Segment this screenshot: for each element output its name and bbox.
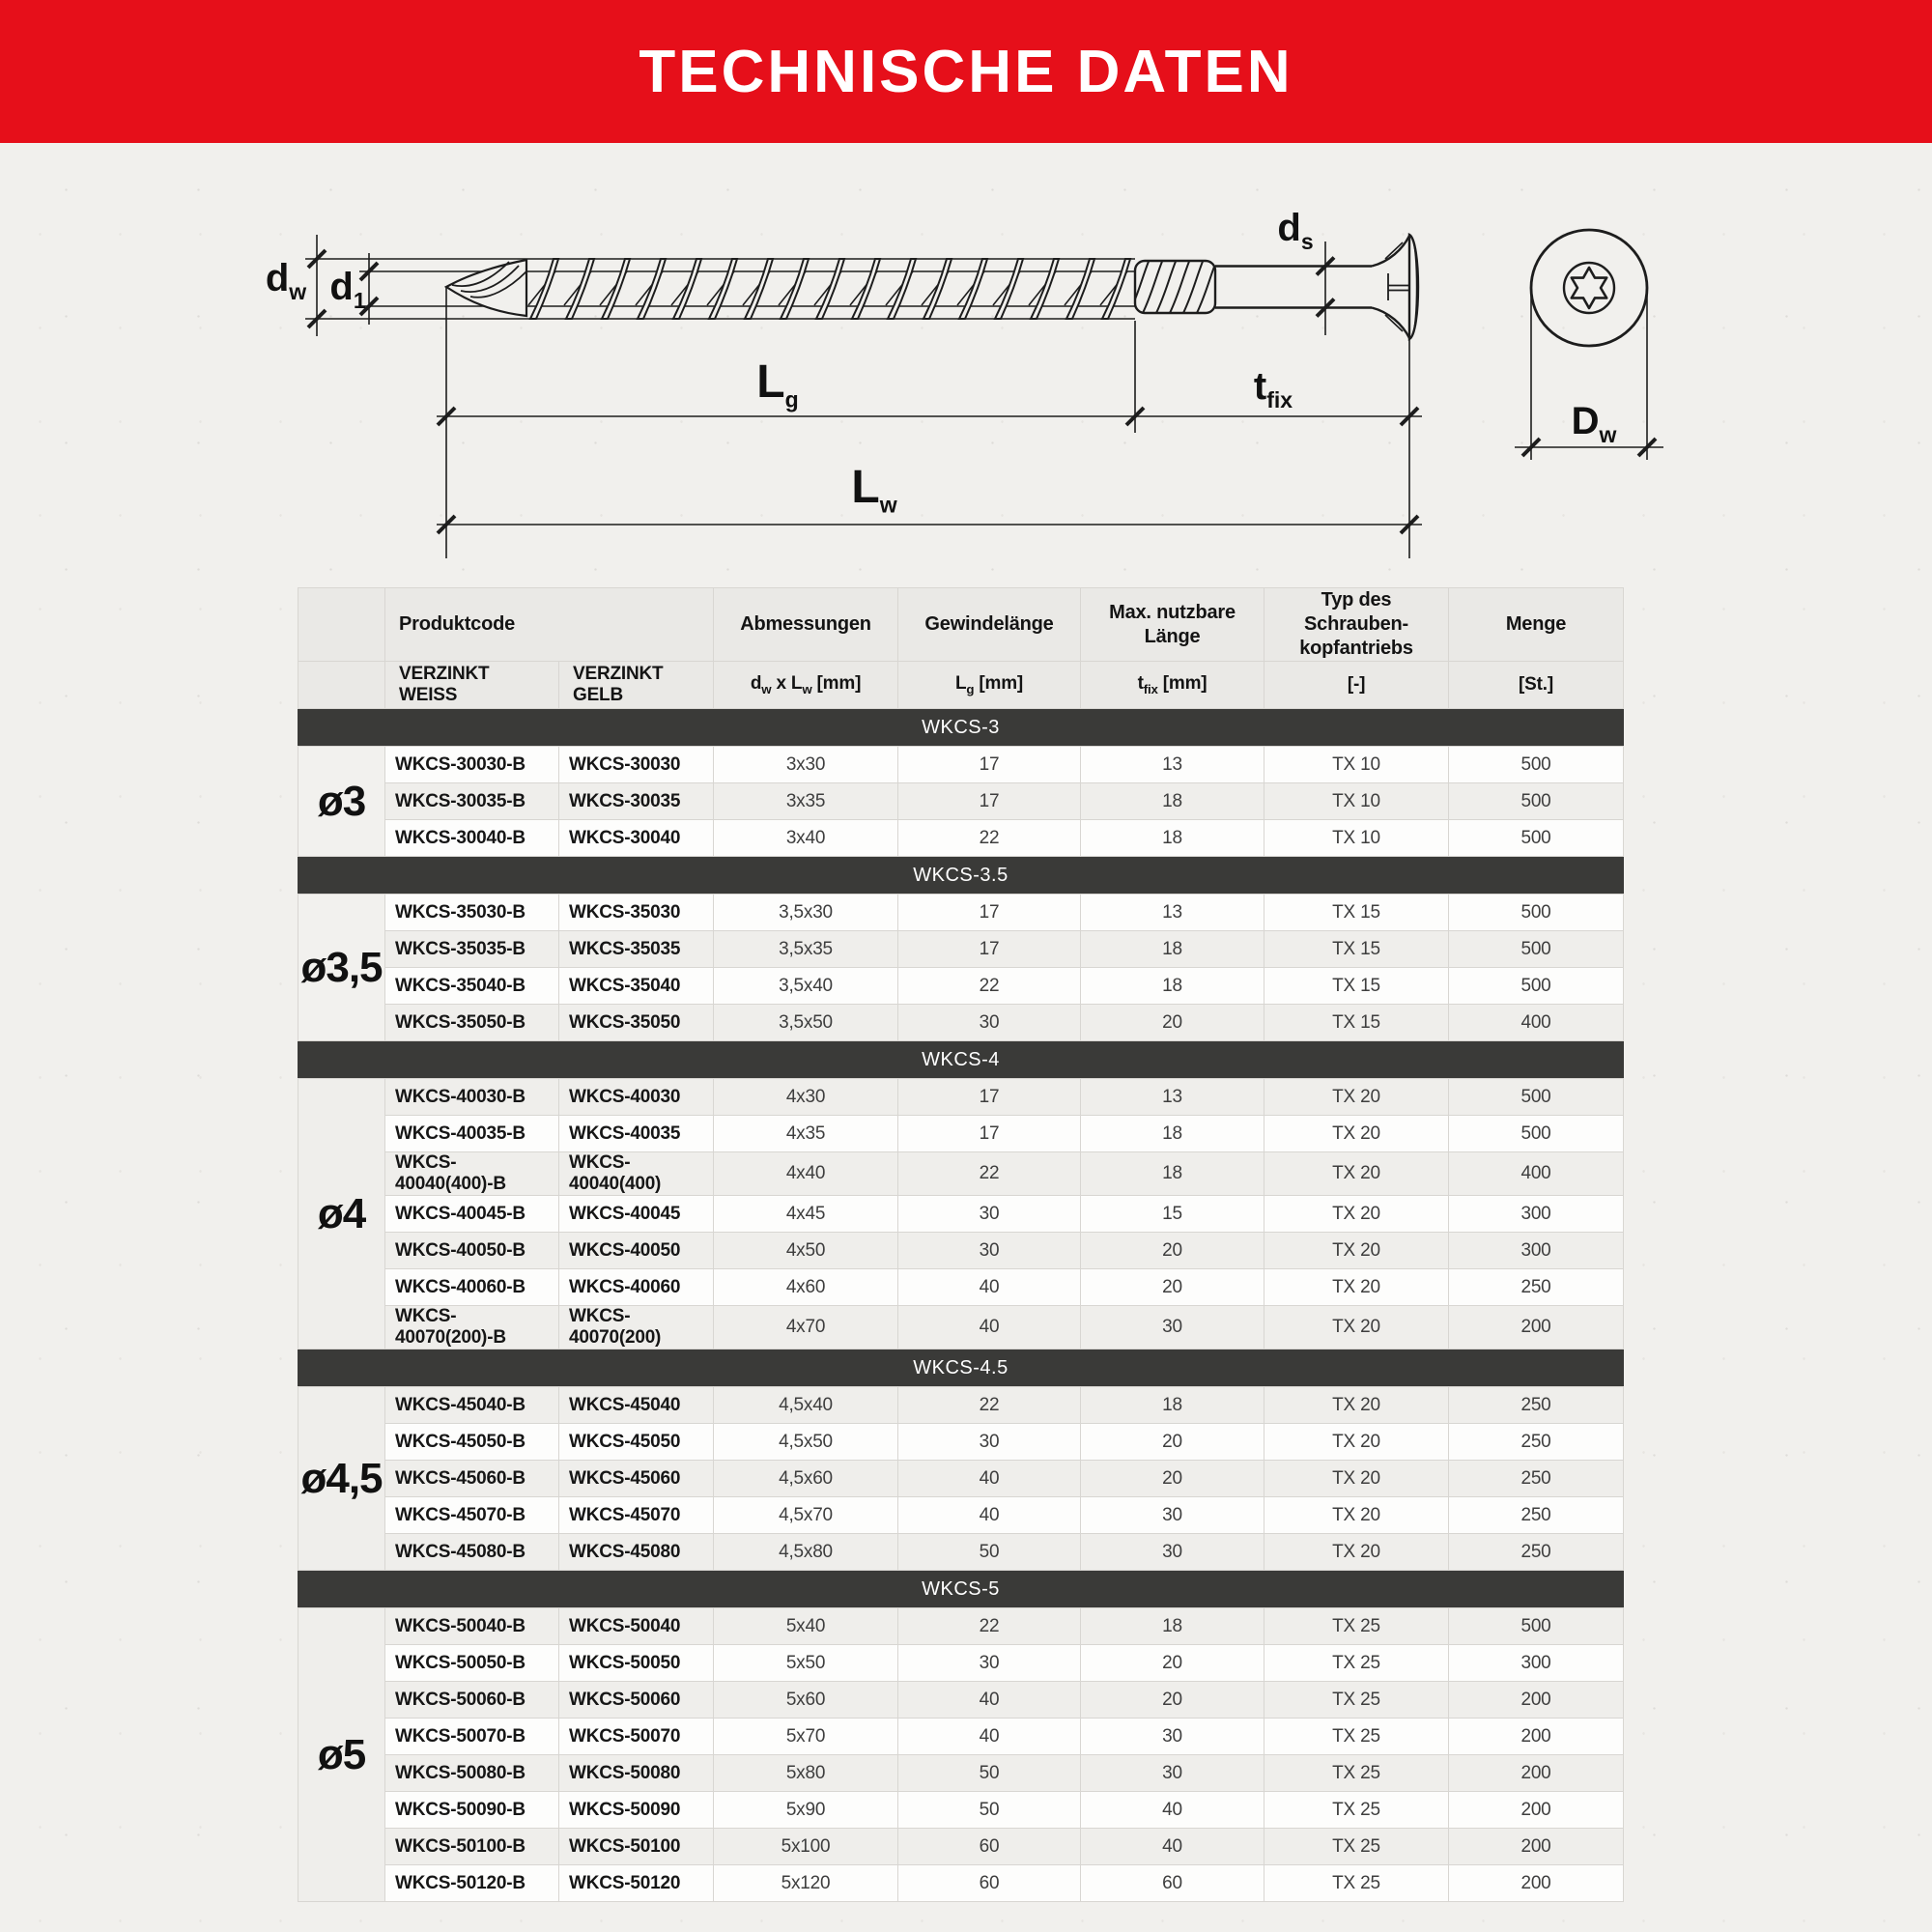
code-verzinkt-weiss: WKCS-35050-B bbox=[385, 1005, 559, 1041]
cell-usable-length: 18 bbox=[1081, 1152, 1264, 1196]
table-row bbox=[298, 1005, 1624, 1041]
code-verzinkt-gelb: WKCS-50120 bbox=[559, 1865, 714, 1902]
table-row bbox=[298, 820, 1624, 857]
code-verzinkt-weiss: WKCS-35035-B bbox=[385, 931, 559, 968]
cell-usable-length: 18 bbox=[1081, 968, 1264, 1005]
cell-quantity: 200 bbox=[1449, 1792, 1624, 1829]
cell-drive-type: TX 25 bbox=[1264, 1829, 1449, 1865]
code-verzinkt-gelb: WKCS-50090 bbox=[559, 1792, 714, 1829]
cell-thread-length: 50 bbox=[898, 1755, 1081, 1792]
section-title: WKCS-4 bbox=[298, 1041, 1624, 1079]
code-verzinkt-gelb: WKCS-50100 bbox=[559, 1829, 714, 1865]
spec-table-container bbox=[298, 587, 1624, 1902]
cell-thread-length: 22 bbox=[898, 820, 1081, 857]
cell-quantity: 200 bbox=[1449, 1306, 1624, 1350]
cell-usable-length: 20 bbox=[1081, 1645, 1264, 1682]
label-d1: $d_1$ bbox=[329, 266, 366, 313]
code-verzinkt-weiss: WKCS-40050-B bbox=[385, 1233, 559, 1269]
diameter-label: ø5 bbox=[298, 1608, 385, 1902]
thread bbox=[526, 258, 1135, 320]
diameter-column-header bbox=[298, 588, 385, 662]
cell-dimensions: 4x45 bbox=[714, 1196, 898, 1233]
cell-usable-length: 20 bbox=[1081, 1682, 1264, 1719]
cell-quantity: 200 bbox=[1449, 1755, 1624, 1792]
section-title: WKCS-3 bbox=[298, 709, 1624, 747]
col-header-abmessungen: Abmessungen bbox=[714, 588, 898, 662]
dim-dw bbox=[308, 235, 326, 336]
cell-drive-type: TX 25 bbox=[1264, 1682, 1449, 1719]
cell-drive-type: TX 20 bbox=[1264, 1152, 1449, 1196]
code-verzinkt-gelb: WKCS-35035 bbox=[559, 931, 714, 968]
code-verzinkt-weiss: WKCS-40040(400)-B bbox=[385, 1152, 559, 1196]
cell-usable-length: 40 bbox=[1081, 1792, 1264, 1829]
cell-dimensions: 4x30 bbox=[714, 1079, 898, 1116]
code-verzinkt-gelb: WKCS-35030 bbox=[559, 895, 714, 931]
cell-dimensions: 4,5x80 bbox=[714, 1534, 898, 1571]
subheader-abmessungen-unit: $d_w$ x $L_w$ [mm] bbox=[714, 662, 898, 709]
cell-dimensions: 5x80 bbox=[714, 1755, 898, 1792]
cell-thread-length: 22 bbox=[898, 1387, 1081, 1424]
cell-quantity: 500 bbox=[1449, 931, 1624, 968]
screw-drawing bbox=[0, 0, 1932, 638]
col-header-max-nutzbare-laenge: Max. nutzbare Länge bbox=[1081, 588, 1264, 662]
subheader-tfix-unit: $t_{fix}$ [mm] bbox=[1081, 662, 1264, 709]
section-bar-row bbox=[298, 857, 1624, 895]
cell-quantity: 200 bbox=[1449, 1829, 1624, 1865]
cell-quantity: 250 bbox=[1449, 1387, 1624, 1424]
table-row bbox=[298, 783, 1624, 820]
cell-dimensions: 5x40 bbox=[714, 1608, 898, 1645]
cell-usable-length: 60 bbox=[1081, 1865, 1264, 1902]
label-Dw: $D_w$ bbox=[1571, 400, 1617, 447]
cell-usable-length: 18 bbox=[1081, 1116, 1264, 1152]
col-header-menge: Menge bbox=[1449, 588, 1624, 662]
torx-star-icon bbox=[1572, 268, 1606, 308]
code-verzinkt-gelb: WKCS-50050 bbox=[559, 1645, 714, 1682]
cell-dimensions: 3x35 bbox=[714, 783, 898, 820]
cell-drive-type: TX 25 bbox=[1264, 1755, 1449, 1792]
cell-quantity: 300 bbox=[1449, 1196, 1624, 1233]
table-row bbox=[298, 747, 1624, 783]
code-verzinkt-gelb: WKCS-40045 bbox=[559, 1196, 714, 1233]
cell-dimensions: 4,5x40 bbox=[714, 1387, 898, 1424]
cell-usable-length: 18 bbox=[1081, 783, 1264, 820]
code-verzinkt-gelb: WKCS-45040 bbox=[559, 1387, 714, 1424]
cell-usable-length: 30 bbox=[1081, 1306, 1264, 1350]
code-verzinkt-weiss: WKCS-45070-B bbox=[385, 1497, 559, 1534]
cell-quantity: 200 bbox=[1449, 1865, 1624, 1902]
cell-drive-type: TX 25 bbox=[1264, 1865, 1449, 1902]
cell-thread-length: 60 bbox=[898, 1865, 1081, 1902]
cell-thread-length: 30 bbox=[898, 1233, 1081, 1269]
cell-dimensions: 3,5x50 bbox=[714, 1005, 898, 1041]
table-row bbox=[298, 968, 1624, 1005]
cell-dimensions: 5x70 bbox=[714, 1719, 898, 1755]
cell-drive-type: TX 15 bbox=[1264, 968, 1449, 1005]
section-title: WKCS-4.5 bbox=[298, 1350, 1624, 1387]
table-row bbox=[298, 1497, 1624, 1534]
label-lg: $L_g$ bbox=[756, 356, 799, 412]
cell-quantity: 200 bbox=[1449, 1682, 1624, 1719]
cell-usable-length: 13 bbox=[1081, 747, 1264, 783]
code-verzinkt-gelb: WKCS-40030 bbox=[559, 1079, 714, 1116]
cell-quantity: 500 bbox=[1449, 1079, 1624, 1116]
cell-dimensions: 5x50 bbox=[714, 1645, 898, 1682]
code-verzinkt-weiss: WKCS-40030-B bbox=[385, 1079, 559, 1116]
table-row bbox=[298, 1116, 1624, 1152]
cell-dimensions: 3x30 bbox=[714, 747, 898, 783]
table-row bbox=[298, 1079, 1624, 1116]
cell-quantity: 250 bbox=[1449, 1497, 1624, 1534]
knurl bbox=[1128, 259, 1217, 315]
cell-dimensions: 3,5x35 bbox=[714, 931, 898, 968]
table-row bbox=[298, 1196, 1624, 1233]
subheader-empty bbox=[298, 662, 385, 709]
cell-thread-length: 40 bbox=[898, 1269, 1081, 1306]
code-verzinkt-weiss: WKCS-30030-B bbox=[385, 747, 559, 783]
cell-dimensions: 4,5x60 bbox=[714, 1461, 898, 1497]
cell-dimensions: 5x100 bbox=[714, 1829, 898, 1865]
cell-dimensions: 4x70 bbox=[714, 1306, 898, 1350]
cell-drive-type: TX 25 bbox=[1264, 1608, 1449, 1645]
code-verzinkt-weiss: WKCS-50120-B bbox=[385, 1865, 559, 1902]
cell-quantity: 300 bbox=[1449, 1233, 1624, 1269]
cell-usable-length: 40 bbox=[1081, 1829, 1264, 1865]
cell-drive-type: TX 20 bbox=[1264, 1534, 1449, 1571]
subheader-verzinkt-weiss: VERZINKT WEISS bbox=[385, 662, 559, 709]
cell-quantity: 500 bbox=[1449, 820, 1624, 857]
code-verzinkt-weiss: WKCS-45040-B bbox=[385, 1387, 559, 1424]
cell-dimensions: 5x60 bbox=[714, 1682, 898, 1719]
cell-thread-length: 30 bbox=[898, 1424, 1081, 1461]
code-verzinkt-weiss: WKCS-50050-B bbox=[385, 1645, 559, 1682]
cell-dimensions: 3,5x40 bbox=[714, 968, 898, 1005]
code-verzinkt-gelb: WKCS-40070(200) bbox=[559, 1306, 714, 1350]
cell-quantity: 400 bbox=[1449, 1152, 1624, 1196]
code-verzinkt-gelb: WKCS-40040(400) bbox=[559, 1152, 714, 1196]
table-row bbox=[298, 1387, 1624, 1424]
table-row bbox=[298, 1865, 1624, 1902]
cell-thread-length: 17 bbox=[898, 1079, 1081, 1116]
cell-quantity: 400 bbox=[1449, 1005, 1624, 1041]
cell-dimensions: 5x90 bbox=[714, 1792, 898, 1829]
cell-thread-length: 17 bbox=[898, 783, 1081, 820]
cell-usable-length: 30 bbox=[1081, 1497, 1264, 1534]
cell-dimensions: 3,5x30 bbox=[714, 895, 898, 931]
code-verzinkt-weiss: WKCS-35030-B bbox=[385, 895, 559, 931]
cell-usable-length: 13 bbox=[1081, 1079, 1264, 1116]
code-verzinkt-weiss: WKCS-40060-B bbox=[385, 1269, 559, 1306]
cell-usable-length: 20 bbox=[1081, 1269, 1264, 1306]
cell-dimensions: 5x120 bbox=[714, 1865, 898, 1902]
code-verzinkt-weiss: WKCS-40070(200)-B bbox=[385, 1306, 559, 1350]
cell-drive-type: TX 20 bbox=[1264, 1387, 1449, 1424]
table-row bbox=[298, 1792, 1624, 1829]
table-row bbox=[298, 1829, 1624, 1865]
code-verzinkt-gelb: WKCS-35040 bbox=[559, 968, 714, 1005]
subheader-verzinkt-gelb: VERZINKT GELB bbox=[559, 662, 714, 709]
code-verzinkt-gelb: WKCS-50080 bbox=[559, 1755, 714, 1792]
subheader-gewinde-unit: $L_g$ [mm] bbox=[898, 662, 1081, 709]
cell-quantity: 250 bbox=[1449, 1534, 1624, 1571]
code-verzinkt-weiss: WKCS-40045-B bbox=[385, 1196, 559, 1233]
cell-drive-type: TX 20 bbox=[1264, 1306, 1449, 1350]
code-verzinkt-weiss: WKCS-45060-B bbox=[385, 1461, 559, 1497]
diameter-label: ø3 bbox=[298, 747, 385, 857]
section-bar-row bbox=[298, 709, 1624, 747]
shank bbox=[1215, 267, 1372, 308]
cell-usable-length: 20 bbox=[1081, 1233, 1264, 1269]
cell-dimensions: 4x50 bbox=[714, 1233, 898, 1269]
code-verzinkt-gelb: WKCS-40050 bbox=[559, 1233, 714, 1269]
cell-drive-type: TX 10 bbox=[1264, 747, 1449, 783]
cell-thread-length: 22 bbox=[898, 968, 1081, 1005]
screw-technical-drawing bbox=[0, 0, 1932, 638]
section-title: WKCS-3.5 bbox=[298, 857, 1624, 895]
diameter-label: ø4 bbox=[298, 1079, 385, 1350]
cell-usable-length: 15 bbox=[1081, 1196, 1264, 1233]
cell-thread-length: 40 bbox=[898, 1306, 1081, 1350]
cell-dimensions: 4,5x70 bbox=[714, 1497, 898, 1534]
code-verzinkt-weiss: WKCS-50070-B bbox=[385, 1719, 559, 1755]
cell-dimensions: 3x40 bbox=[714, 820, 898, 857]
table-row bbox=[298, 1306, 1624, 1350]
cell-thread-length: 30 bbox=[898, 1645, 1081, 1682]
cell-drive-type: TX 10 bbox=[1264, 783, 1449, 820]
cell-dimensions: 4,5x50 bbox=[714, 1424, 898, 1461]
cell-thread-length: 50 bbox=[898, 1534, 1081, 1571]
table-row bbox=[298, 1233, 1624, 1269]
cell-usable-length: 30 bbox=[1081, 1719, 1264, 1755]
cell-quantity: 250 bbox=[1449, 1461, 1624, 1497]
cell-drive-type: TX 25 bbox=[1264, 1645, 1449, 1682]
cell-thread-length: 30 bbox=[898, 1196, 1081, 1233]
cell-usable-length: 20 bbox=[1081, 1461, 1264, 1497]
cell-usable-length: 18 bbox=[1081, 1387, 1264, 1424]
code-verzinkt-weiss: WKCS-50100-B bbox=[385, 1829, 559, 1865]
table-row bbox=[298, 1269, 1624, 1306]
code-verzinkt-gelb: WKCS-35050 bbox=[559, 1005, 714, 1041]
cell-drive-type: TX 15 bbox=[1264, 895, 1449, 931]
label-dw: $d_w$ bbox=[265, 257, 307, 304]
cell-usable-length: 30 bbox=[1081, 1755, 1264, 1792]
cell-drive-type: TX 20 bbox=[1264, 1497, 1449, 1534]
section-bar-row bbox=[298, 1350, 1624, 1387]
label-tfix: $t_{fix}$ bbox=[1253, 365, 1293, 412]
code-verzinkt-gelb: WKCS-50040 bbox=[559, 1608, 714, 1645]
cell-drive-type: TX 20 bbox=[1264, 1196, 1449, 1233]
cell-drive-type: TX 15 bbox=[1264, 931, 1449, 968]
cell-usable-length: 18 bbox=[1081, 820, 1264, 857]
cell-thread-length: 40 bbox=[898, 1719, 1081, 1755]
cell-thread-length: 30 bbox=[898, 1005, 1081, 1041]
section-title: WKCS-5 bbox=[298, 1571, 1624, 1608]
code-verzinkt-gelb: WKCS-50060 bbox=[559, 1682, 714, 1719]
cell-quantity: 500 bbox=[1449, 1116, 1624, 1152]
cell-quantity: 500 bbox=[1449, 1608, 1624, 1645]
table-row bbox=[298, 1424, 1624, 1461]
cell-thread-length: 40 bbox=[898, 1461, 1081, 1497]
cell-thread-length: 17 bbox=[898, 747, 1081, 783]
cell-thread-length: 17 bbox=[898, 895, 1081, 931]
spec-table bbox=[298, 587, 1624, 1902]
cell-quantity: 500 bbox=[1449, 783, 1624, 820]
screw-tip bbox=[446, 260, 526, 316]
table-row bbox=[298, 1152, 1624, 1196]
code-verzinkt-gelb: WKCS-45050 bbox=[559, 1424, 714, 1461]
cell-quantity: 250 bbox=[1449, 1269, 1624, 1306]
cell-quantity: 500 bbox=[1449, 895, 1624, 931]
cell-drive-type: TX 20 bbox=[1264, 1233, 1449, 1269]
screw-head-profile bbox=[1372, 235, 1418, 339]
cell-drive-type: TX 20 bbox=[1264, 1424, 1449, 1461]
col-header-antrieb: Typ des Schrauben-kopfantriebs bbox=[1264, 588, 1449, 662]
cell-thread-length: 17 bbox=[898, 1116, 1081, 1152]
cell-usable-length: 30 bbox=[1081, 1534, 1264, 1571]
cell-thread-length: 50 bbox=[898, 1792, 1081, 1829]
code-verzinkt-weiss: WKCS-35040-B bbox=[385, 968, 559, 1005]
cell-thread-length: 40 bbox=[898, 1682, 1081, 1719]
col-header-gewindelaenge: Gewindelänge bbox=[898, 588, 1081, 662]
table-body bbox=[298, 709, 1624, 1902]
code-verzinkt-gelb: WKCS-30030 bbox=[559, 747, 714, 783]
subheader-antrieb-unit: [-] bbox=[1264, 662, 1449, 709]
cell-thread-length: 22 bbox=[898, 1152, 1081, 1196]
cell-thread-length: 17 bbox=[898, 931, 1081, 968]
section-bar-row bbox=[298, 1571, 1624, 1608]
cell-quantity: 200 bbox=[1449, 1719, 1624, 1755]
code-verzinkt-weiss: WKCS-50040-B bbox=[385, 1608, 559, 1645]
label-ds: $d_s$ bbox=[1277, 207, 1314, 254]
code-verzinkt-weiss: WKCS-45050-B bbox=[385, 1424, 559, 1461]
code-verzinkt-gelb: WKCS-30040 bbox=[559, 820, 714, 857]
code-verzinkt-gelb: WKCS-40035 bbox=[559, 1116, 714, 1152]
code-verzinkt-weiss: WKCS-50090-B bbox=[385, 1792, 559, 1829]
table-row bbox=[298, 1608, 1624, 1645]
code-verzinkt-gelb: WKCS-45080 bbox=[559, 1534, 714, 1571]
cell-drive-type: TX 20 bbox=[1264, 1269, 1449, 1306]
table-row bbox=[298, 1534, 1624, 1571]
dim-ds bbox=[1317, 242, 1334, 335]
cell-drive-type: TX 25 bbox=[1264, 1792, 1449, 1829]
cell-drive-type: TX 10 bbox=[1264, 820, 1449, 857]
dim-lengths bbox=[437, 287, 1422, 558]
cell-quantity: 500 bbox=[1449, 747, 1624, 783]
cell-drive-type: TX 20 bbox=[1264, 1079, 1449, 1116]
cell-quantity: 250 bbox=[1449, 1424, 1624, 1461]
diameter-label: ø3,5 bbox=[298, 895, 385, 1041]
table-row bbox=[298, 1719, 1624, 1755]
code-verzinkt-gelb: WKCS-50070 bbox=[559, 1719, 714, 1755]
label-lw: $L_w$ bbox=[851, 462, 897, 518]
cell-dimensions: 4x35 bbox=[714, 1116, 898, 1152]
table-row bbox=[298, 895, 1624, 931]
cell-quantity: 300 bbox=[1449, 1645, 1624, 1682]
table-row bbox=[298, 931, 1624, 968]
cell-usable-length: 13 bbox=[1081, 895, 1264, 931]
code-verzinkt-gelb: WKCS-30035 bbox=[559, 783, 714, 820]
table-row bbox=[298, 1755, 1624, 1792]
table-header-row bbox=[298, 588, 1624, 662]
code-verzinkt-gelb: WKCS-45060 bbox=[559, 1461, 714, 1497]
cell-usable-length: 18 bbox=[1081, 1608, 1264, 1645]
code-verzinkt-weiss: WKCS-45080-B bbox=[385, 1534, 559, 1571]
table-row bbox=[298, 1645, 1624, 1682]
table-subheader-row bbox=[298, 662, 1624, 709]
code-verzinkt-weiss: WKCS-50060-B bbox=[385, 1682, 559, 1719]
subheader-menge-unit: [St.] bbox=[1449, 662, 1624, 709]
cell-drive-type: TX 20 bbox=[1264, 1116, 1449, 1152]
cell-usable-length: 18 bbox=[1081, 931, 1264, 968]
code-verzinkt-weiss: WKCS-50080-B bbox=[385, 1755, 559, 1792]
head-outline-circle bbox=[1531, 230, 1647, 346]
table-row bbox=[298, 1461, 1624, 1497]
col-header-produktcode: Produktcode bbox=[385, 588, 714, 662]
cell-dimensions: 4x40 bbox=[714, 1152, 898, 1196]
code-verzinkt-gelb: WKCS-45070 bbox=[559, 1497, 714, 1534]
cell-thread-length: 60 bbox=[898, 1829, 1081, 1865]
cell-quantity: 500 bbox=[1449, 968, 1624, 1005]
table-row bbox=[298, 1682, 1624, 1719]
code-verzinkt-weiss: WKCS-40035-B bbox=[385, 1116, 559, 1152]
page-title: TECHNISCHE DATEN bbox=[639, 38, 1293, 105]
cell-thread-length: 22 bbox=[898, 1608, 1081, 1645]
code-verzinkt-gelb: WKCS-40060 bbox=[559, 1269, 714, 1306]
code-verzinkt-weiss: WKCS-30035-B bbox=[385, 783, 559, 820]
torx-recess-circle bbox=[1564, 263, 1614, 313]
cell-thread-length: 40 bbox=[898, 1497, 1081, 1534]
cell-drive-type: TX 20 bbox=[1264, 1461, 1449, 1497]
cell-drive-type: TX 15 bbox=[1264, 1005, 1449, 1041]
cell-usable-length: 20 bbox=[1081, 1005, 1264, 1041]
cell-drive-type: TX 25 bbox=[1264, 1719, 1449, 1755]
code-verzinkt-weiss: WKCS-30040-B bbox=[385, 820, 559, 857]
cell-usable-length: 20 bbox=[1081, 1424, 1264, 1461]
cell-dimensions: 4x60 bbox=[714, 1269, 898, 1306]
section-bar-row bbox=[298, 1041, 1624, 1079]
diameter-label: ø4,5 bbox=[298, 1387, 385, 1571]
